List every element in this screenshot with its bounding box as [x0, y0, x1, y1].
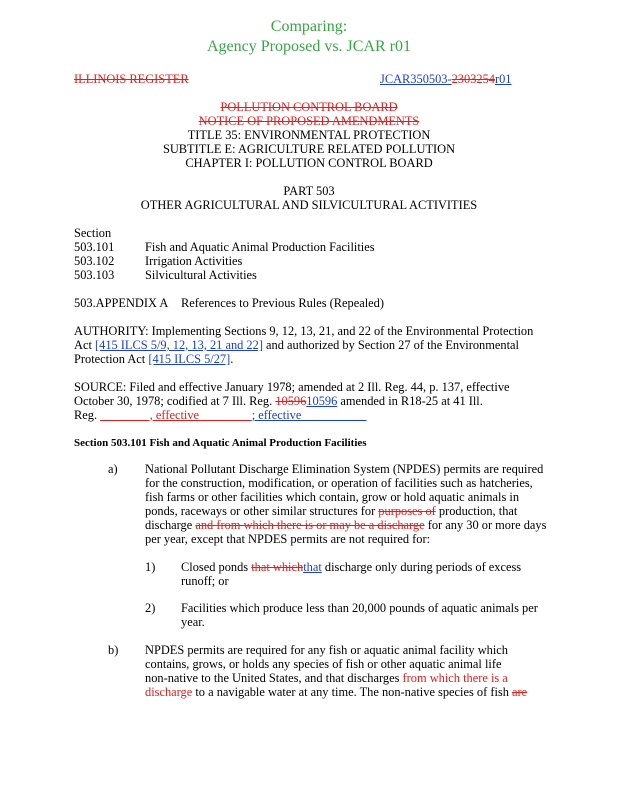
title-line: TITLE 35: ENVIRONMENTAL PROTECTION [187, 128, 431, 142]
para-a-line-1: National Pollutant Discharge Elimination System (NPDES) permits are required [145, 462, 544, 476]
toc-label-3: Silvicultural Activities [145, 268, 257, 282]
register-deleted: 2303254 [451, 72, 495, 86]
sub-2-label: 2) [145, 601, 156, 615]
para-a-label: a) [108, 462, 118, 476]
para-a-line-3: fish farms or other facilities which contain, grow or hold aquatic animals in [145, 490, 520, 504]
section-heading: Section 503.101 Fish and Aquatic Animal Production Facilities [74, 437, 367, 449]
source-line-3: Reg. ________, effective ________; effective __________ [74, 408, 367, 422]
compare-title: Comparing: [270, 18, 348, 35]
register-right [380, 72, 512, 86]
authority-line-1: AUTHORITY: Implementing Sections 9, 12, 13, 21, and 22 of the Environmental Protection [74, 324, 534, 338]
sub-1-line-1: Closed ponds that whichthat discharge only during periods of excess [181, 560, 522, 574]
para-b-line-2: contains, grows, or holds any species of fish or other aquatic animal life [145, 657, 502, 671]
para-a-line-4: ponds, raceways or other similar structures for purposes of production, that [145, 504, 518, 518]
compare-subtitle: Agency Proposed vs. JCAR r01 [207, 38, 411, 55]
para-a-line-5: discharge and from which there is or may be a discharge for any 30 or more days [145, 518, 547, 532]
sub-2-line-2: year. [181, 615, 205, 629]
toc-label-1: Fish and Aquatic Animal Production Facilities [145, 240, 375, 254]
sub-1-label: 1) [145, 560, 156, 574]
board-name: POLLUTION CONTROL BOARD [220, 100, 398, 114]
notice-amendments: NOTICE OF PROPOSED AMENDMENTS [198, 114, 420, 128]
authority-line-3: Protection Act [415 ILCS 5/27]. [74, 352, 234, 366]
chapter-line: CHAPTER I: POLLUTION CONTROL BOARD [185, 156, 433, 170]
toc-num-1: 503.101 [74, 240, 115, 254]
appendix-label: References to Previous Rules (Repealed) [181, 296, 384, 310]
para-a-line-2: for the construction, modification, or operation of facilities such as hatcheries, [145, 476, 533, 490]
authority-line-2: Act [415 ILCS 5/9, 12, 13, 21 and 22] and authorized by Section 27 of the Environmental [74, 338, 519, 352]
toc-label-2: Irrigation Activities [145, 254, 243, 268]
toc-num-2: 503.102 [74, 254, 115, 268]
para-b-line-3: non-native to the United States, and that discharges from which there is a [145, 671, 508, 685]
register-prefix: JCAR350503- [380, 72, 452, 86]
part-name: OTHER AGRICULTURAL AND SILVICULTURAL ACTIVITIES [140, 198, 478, 212]
para-b-label: b) [108, 643, 119, 657]
source-line-2: October 30, 1978; codified at 7 Ill. Reg. 1059610596 amended in R18-25 at 41 Ill. [74, 394, 483, 408]
source-line-1: SOURCE: Filed and effective January 1978; amended at 2 Ill. Reg. 44, p. 137, effective [74, 380, 510, 394]
para-b-line-4: discharge to a navigable water at any time. The non-native species of fish are [145, 685, 528, 699]
toc-heading: Section [74, 226, 112, 240]
para-b-line-1: NPDES permits are required for any fish or aquatic animal facility which [145, 643, 509, 657]
subtitle-line: SUBTITLE E: AGRICULTURE RELATED POLLUTION [162, 142, 456, 156]
sub-2-line-1: Facilities which produce less than 20,000 pounds of aquatic animals per [181, 601, 538, 615]
para-a-line-6: per year, except that NPDES permits are not required for: [145, 532, 431, 546]
register-inserted: r01 [494, 72, 512, 86]
appendix-num: 503.APPENDIX A [74, 296, 169, 310]
register-left: ILLINOIS REGISTER [74, 72, 189, 86]
toc-num-3: 503.103 [74, 268, 115, 282]
part-number: PART 503 [283, 184, 335, 198]
sub-1-line-2: runoff; or [181, 574, 229, 588]
